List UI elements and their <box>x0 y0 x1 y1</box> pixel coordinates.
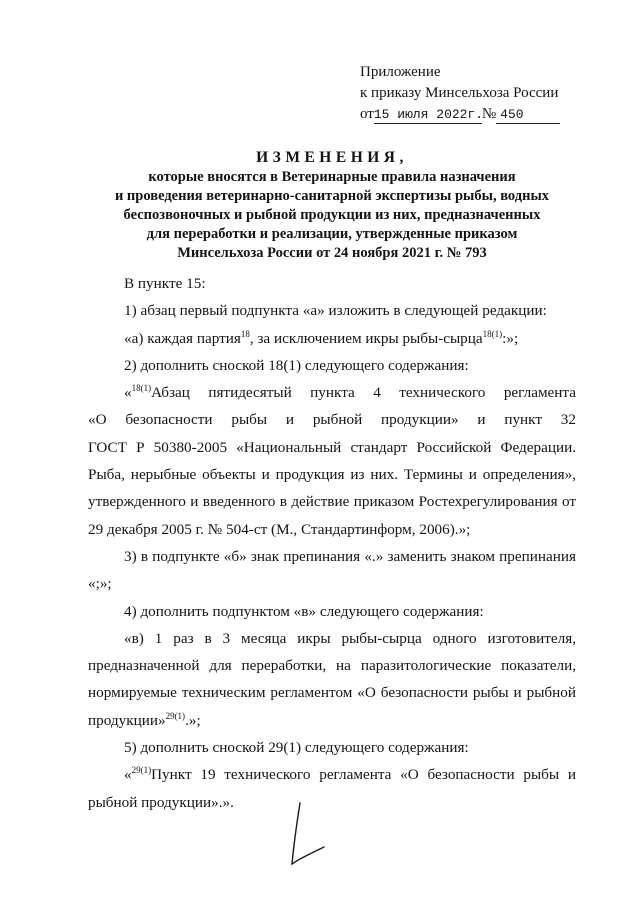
title-line-4: для переработки и реализации, утвержденные приказом <box>146 226 518 242</box>
document-title <box>88 148 576 263</box>
paragraph-3-text-a: «а) каждая партия <box>124 329 241 347</box>
paragraph-9: 5) дополнить сноской 29(1) следующего содержания: <box>124 739 469 757</box>
paragraph-10-text: Пункт 19 технического регламента «О безопасности рыбы и рыбной продукции».». <box>88 766 576 811</box>
paragraph-5-text-line-1: Абзац пятидесятый пункта 4 технического регламента <box>151 384 576 402</box>
number-label: № <box>481 106 497 122</box>
paragraph-5-quote: « <box>124 384 132 402</box>
footnote-ref-29-1: 29(1) <box>165 710 186 721</box>
paragraph-5-line-1 <box>88 379 576 406</box>
paragraph-7: 4) дополнить подпунктом «в» следующего содержания: <box>124 602 484 620</box>
handwritten-date: 15 июля 2022г. <box>373 107 484 122</box>
paragraph-3-text-c: :»; <box>502 329 519 347</box>
appendix-date-line <box>360 104 600 125</box>
paragraph-3-text-b: , за исключением икры рыбы-сырца <box>249 329 483 347</box>
footnote-ref-18: 18 <box>240 328 250 339</box>
title-line-2: и проведения ветеринарно-санитарной экспертизы рыбы, водных <box>114 188 550 204</box>
handwritten-number: 450 <box>496 107 560 124</box>
paragraph-10 <box>88 761 576 816</box>
paragraph-8-text: «в) 1 раз в 3 месяца икры рыбы-сырца одного изготовителя, предназначенной для переработки, на паразитологические показатели, нормируемые техническим регламентом «О безопасности рыбы и рыбной продукции» <box>88 629 576 729</box>
title-heading: ИЗМЕНЕНИЯ, <box>256 149 408 166</box>
appendix-line-1: Приложение <box>360 64 441 80</box>
signature-mark <box>282 800 332 870</box>
paragraph-8 <box>88 625 576 734</box>
paragraph-6: 3) в подпункте «б» знак препинания «.» заменить знаком препинания «;»; <box>88 547 576 593</box>
appendix-line-2: к приказу Минсельхоза России <box>360 85 559 101</box>
title-line-1: которые вносятся в Ветеринарные правила назначения <box>148 169 516 185</box>
document-body <box>88 270 576 816</box>
paragraph-8-end: .»; <box>185 711 201 729</box>
paragraph-5-rest: ГОСТ Р 50380-2005 «Национальный стандарт Российской Федерации. Рыба, нерыбные объекты и продукция из них. Термины и определения», утвержденного и введенного в действие приказом Ростехрегулирования от 29 декабря 2005 г. № 504-ст (М., Стандартинформ, 2006).»; <box>88 438 576 538</box>
paragraph-1: В пункте 15: <box>124 275 206 292</box>
appendix-block <box>360 62 600 125</box>
footnote-mark-18-1: 18(1) <box>131 383 152 394</box>
footnote-mark-29-1: 29(1) <box>131 765 152 776</box>
from-label: от <box>360 106 374 122</box>
paragraph-3 <box>88 325 576 352</box>
title-line-5: Минсельхоза России от 24 ноября 2021 г. № 793 <box>177 245 487 261</box>
paragraph-5-line-2: «О безопасности рыбы и рыбной продукции» и пункт 32 <box>88 411 576 429</box>
paragraph-10-quote: « <box>124 766 132 784</box>
footnote-ref-18-1: 18(1) <box>482 328 503 339</box>
paragraph-2: 1) абзац первый подпункта «а» изложить в следующей редакции: <box>124 302 547 320</box>
paragraph-4: 2) дополнить сноской 18(1) следующего содержания: <box>124 356 469 374</box>
title-line-3: беспозвоночных и рыбной продукции из них, предназначенных <box>123 207 541 223</box>
